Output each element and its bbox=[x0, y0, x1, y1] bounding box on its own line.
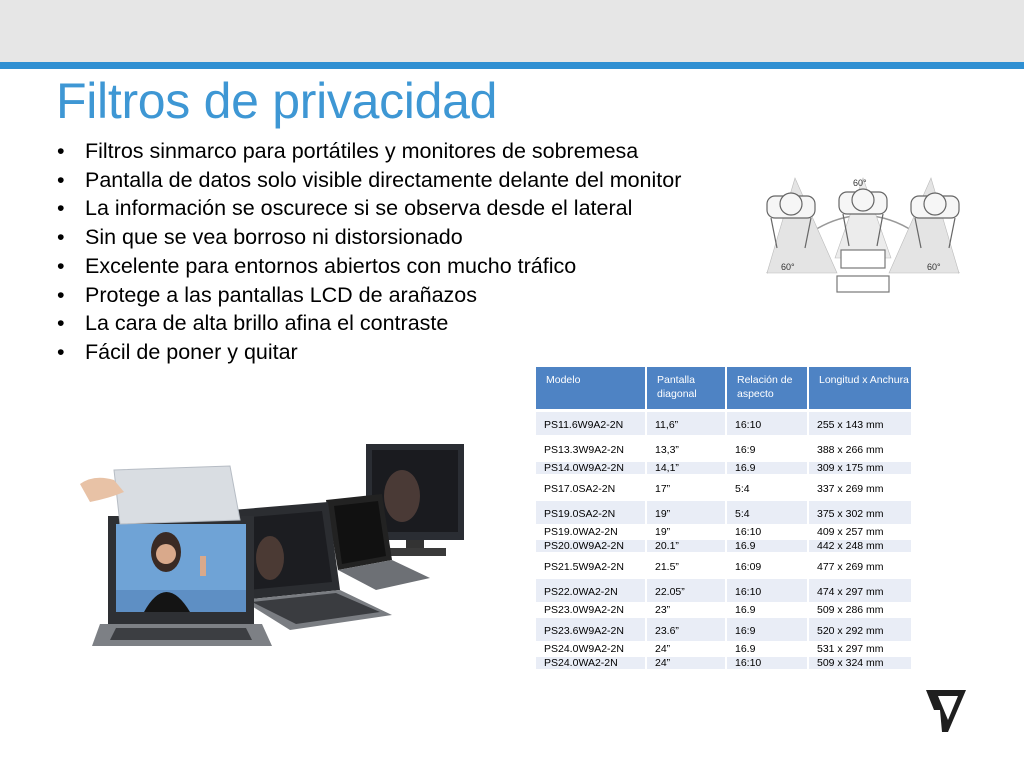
cell-relacion: 16.9 bbox=[726, 642, 808, 656]
table-row bbox=[536, 642, 912, 656]
cell-relacion: 16:10 bbox=[726, 411, 808, 437]
table-row bbox=[536, 578, 912, 603]
cell-pantalla: 13,3” bbox=[646, 436, 726, 461]
col-header-pantalla: Pantalla diagonal bbox=[646, 367, 726, 411]
cell-relacion: 5:4 bbox=[726, 475, 808, 500]
angle-top-label: 60° bbox=[853, 178, 867, 188]
bullet-item: • La información se oscurece si se observa desde el lateral bbox=[52, 194, 732, 223]
cell-dimensiones: 409 x 257 mm bbox=[808, 525, 912, 539]
cell-pantalla: 19” bbox=[646, 525, 726, 539]
cell-dimensiones: 531 x 297 mm bbox=[808, 642, 912, 656]
cell-pantalla: 20.1” bbox=[646, 539, 726, 553]
cell-pantalla: 23.6” bbox=[646, 617, 726, 642]
bullet-item: • Filtros sinmarco para portátiles y monitores de sobremesa bbox=[52, 137, 732, 166]
cell-dimensiones: 388 x 266 mm bbox=[808, 436, 912, 461]
cell-modelo: PS20.0W9A2-2N bbox=[536, 539, 646, 553]
cell-relacion: 16.9 bbox=[726, 603, 808, 617]
laptops-illustration bbox=[80, 440, 480, 655]
cell-relacion: 16.9 bbox=[726, 461, 808, 475]
cell-pantalla: 24” bbox=[646, 642, 726, 656]
cell-relacion: 16:10 bbox=[726, 578, 808, 603]
table-row bbox=[536, 617, 912, 642]
cell-dimensiones: 337 x 269 mm bbox=[808, 475, 912, 500]
table-row bbox=[536, 553, 912, 578]
viewing-angle-diagram bbox=[755, 168, 971, 298]
table-row bbox=[536, 656, 912, 670]
bullet-item: • Excelente para entornos abiertos con mucho tráfico bbox=[52, 252, 732, 281]
bullet-item: • Sin que se vea borroso ni distorsionado bbox=[52, 223, 732, 252]
top-banner bbox=[0, 0, 1024, 62]
cell-dimensiones: 255 x 143 mm bbox=[808, 411, 912, 437]
col-header-dimensiones: Longitud x Anchura bbox=[808, 367, 912, 411]
cell-relacion: 16:9 bbox=[726, 617, 808, 642]
brand-logo bbox=[924, 688, 968, 734]
cell-relacion: 5:4 bbox=[726, 500, 808, 525]
table-row bbox=[536, 500, 912, 525]
cell-dimensiones: 375 x 302 mm bbox=[808, 500, 912, 525]
cell-pantalla: 24” bbox=[646, 656, 726, 670]
table-row bbox=[536, 436, 912, 461]
cell-relacion: 16:10 bbox=[726, 525, 808, 539]
col-header-modelo: Modelo bbox=[536, 367, 646, 411]
slide-title: Filtros de privacidad bbox=[56, 73, 498, 129]
cell-relacion: 16:09 bbox=[726, 553, 808, 578]
cell-pantalla: 21.5” bbox=[646, 553, 726, 578]
table-row bbox=[536, 539, 912, 553]
cell-modelo: PS23.0W9A2-2N bbox=[536, 603, 646, 617]
cell-pantalla: 17” bbox=[646, 475, 726, 500]
cell-modelo: PS24.0WA2-2N bbox=[536, 656, 646, 670]
cell-pantalla: 23” bbox=[646, 603, 726, 617]
cell-pantalla: 11,6” bbox=[646, 411, 726, 437]
cell-relacion: 16.9 bbox=[726, 539, 808, 553]
cell-relacion: 16:9 bbox=[726, 436, 808, 461]
cell-dimensiones: 474 x 297 mm bbox=[808, 578, 912, 603]
cell-modelo: PS11.6W9A2-2N bbox=[536, 411, 646, 437]
angle-left-label: 60° bbox=[781, 262, 795, 272]
bullet-item: • Protege a las pantallas LCD de arañazos bbox=[52, 281, 732, 310]
table-row bbox=[536, 411, 912, 437]
cell-modelo: PS21.5W9A2-2N bbox=[536, 553, 646, 578]
cell-modelo: PS22.0WA2-2N bbox=[536, 578, 646, 603]
cell-dimensiones: 520 x 292 mm bbox=[808, 617, 912, 642]
bullet-item: • La cara de alta brillo afina el contraste bbox=[52, 309, 732, 338]
table-row bbox=[536, 461, 912, 475]
col-header-relacion: Relación de aspecto bbox=[726, 367, 808, 411]
cell-modelo: PS14.0W9A2-2N bbox=[536, 461, 646, 475]
table-row bbox=[536, 525, 912, 539]
cell-dimensiones: 309 x 175 mm bbox=[808, 461, 912, 475]
angle-right-label: 60° bbox=[927, 262, 941, 272]
cell-modelo: PS13.3W9A2-2N bbox=[536, 436, 646, 461]
table-row bbox=[536, 475, 912, 500]
accent-line bbox=[0, 62, 1024, 69]
bullet-item: • Pantalla de datos solo visible directamente delante del monitor bbox=[52, 166, 685, 195]
cell-pantalla: 22.05” bbox=[646, 578, 726, 603]
cell-dimensiones: 477 x 269 mm bbox=[808, 553, 912, 578]
cell-dimensiones: 509 x 324 mm bbox=[808, 656, 912, 670]
cell-pantalla: 19” bbox=[646, 500, 726, 525]
bullet-list bbox=[52, 137, 732, 367]
cell-dimensiones: 509 x 286 mm bbox=[808, 603, 912, 617]
filter-spec-table bbox=[536, 367, 913, 671]
cell-modelo: PS19.0WA2-2N bbox=[536, 525, 646, 539]
cell-relacion: 16:10 bbox=[726, 656, 808, 670]
cell-modelo: PS17.0SA2-2N bbox=[536, 475, 646, 500]
cell-dimensiones: 442 x 248 mm bbox=[808, 539, 912, 553]
cell-modelo: PS19.0SA2-2N bbox=[536, 500, 646, 525]
cell-modelo: PS23.6W9A2-2N bbox=[536, 617, 646, 642]
bullet-item: • Fácil de poner y quitar bbox=[52, 338, 732, 367]
table-row bbox=[536, 603, 912, 617]
cell-modelo: PS24.0W9A2-2N bbox=[536, 642, 646, 656]
cell-pantalla: 14,1” bbox=[646, 461, 726, 475]
